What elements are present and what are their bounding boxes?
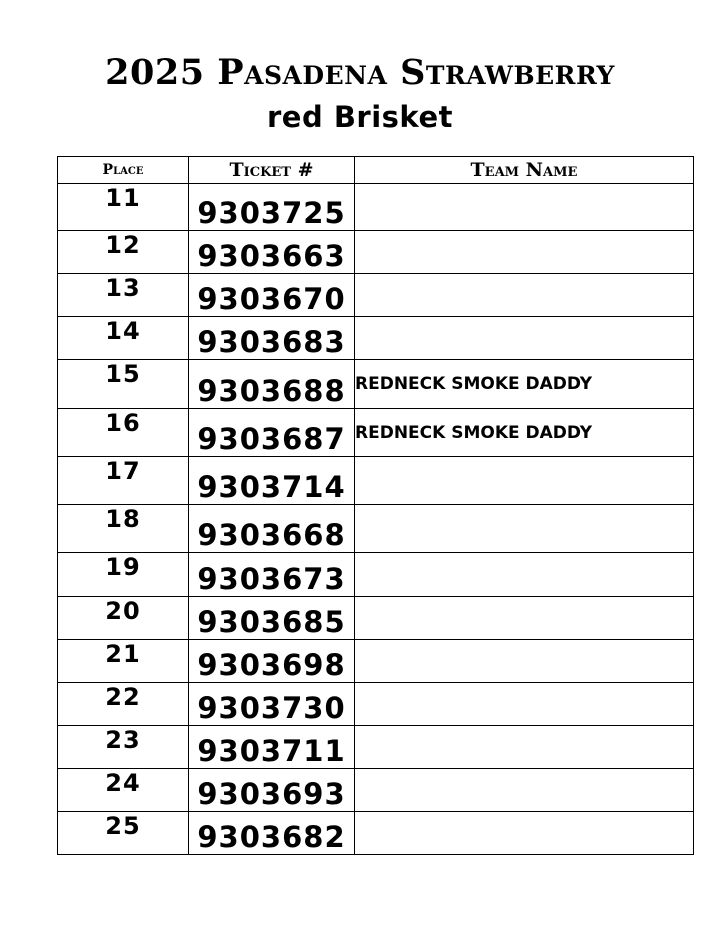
team-name-cell [355,553,694,597]
place-cell: 17 [58,457,189,505]
ticket-cell: 9303685 [189,597,355,640]
results-table [57,156,694,855]
team-name-cell: REDNECK SMOKE DADDY [355,360,694,409]
table-row [58,640,694,683]
ticket-cell: 9303711 [189,726,355,769]
page-title: 2025 Pasadena Strawberry [105,52,615,93]
place-cell: 21 [58,640,189,683]
ticket-cell: 9303688 [189,360,355,409]
table-row [58,274,694,317]
place-cell: 18 [58,505,189,553]
table-row [58,231,694,274]
team-name-cell [355,769,694,812]
ticket-cell: 9303663 [189,231,355,274]
table-row [58,726,694,769]
ticket-cell: 9303725 [189,184,355,231]
team-name-cell [355,812,694,855]
table-row [58,184,694,231]
table-row [58,360,694,409]
place-cell: 19 [58,553,189,597]
team-name-cell [355,274,694,317]
ticket-cell: 9303693 [189,769,355,812]
team-name-cell: REDNECK SMOKE DADDY [355,409,694,457]
place-cell: 11 [58,184,189,231]
ticket-cell: 9303730 [189,683,355,726]
table-row [58,409,694,457]
place-cell: 24 [58,769,189,812]
team-name-cell [355,184,694,231]
ticket-cell: 9303673 [189,553,355,597]
team-name-cell [355,505,694,553]
place-cell: 12 [58,231,189,274]
table-row [58,597,694,640]
table-row [58,317,694,360]
table-row [58,812,694,855]
team-name-cell [355,231,694,274]
team-name-cell [355,597,694,640]
place-cell: 14 [58,317,189,360]
place-cell: 16 [58,409,189,457]
table-row [58,769,694,812]
place-cell: 23 [58,726,189,769]
place-cell: 15 [58,360,189,409]
place-cell: 25 [58,812,189,855]
table-row [58,683,694,726]
team-name-cell [355,457,694,505]
place-cell: 22 [58,683,189,726]
table-row [58,505,694,553]
page-subtitle: red Brisket [267,100,453,134]
ticket-cell: 9303683 [189,317,355,360]
team-name-cell [355,640,694,683]
header-place: Place [58,157,189,184]
header-team-name: Team Name [355,157,694,184]
place-cell: 13 [58,274,189,317]
team-name-cell [355,683,694,726]
table-row [58,457,694,505]
header-ticket: Ticket # [189,157,355,184]
ticket-cell: 9303698 [189,640,355,683]
ticket-cell: 9303714 [189,457,355,505]
team-name-cell [355,726,694,769]
ticket-cell: 9303682 [189,812,355,855]
place-cell: 20 [58,597,189,640]
ticket-cell: 9303687 [189,409,355,457]
ticket-cell: 9303670 [189,274,355,317]
table-row [58,553,694,597]
ticket-cell: 9303668 [189,505,355,553]
table-header-row [58,157,694,184]
team-name-cell [355,317,694,360]
